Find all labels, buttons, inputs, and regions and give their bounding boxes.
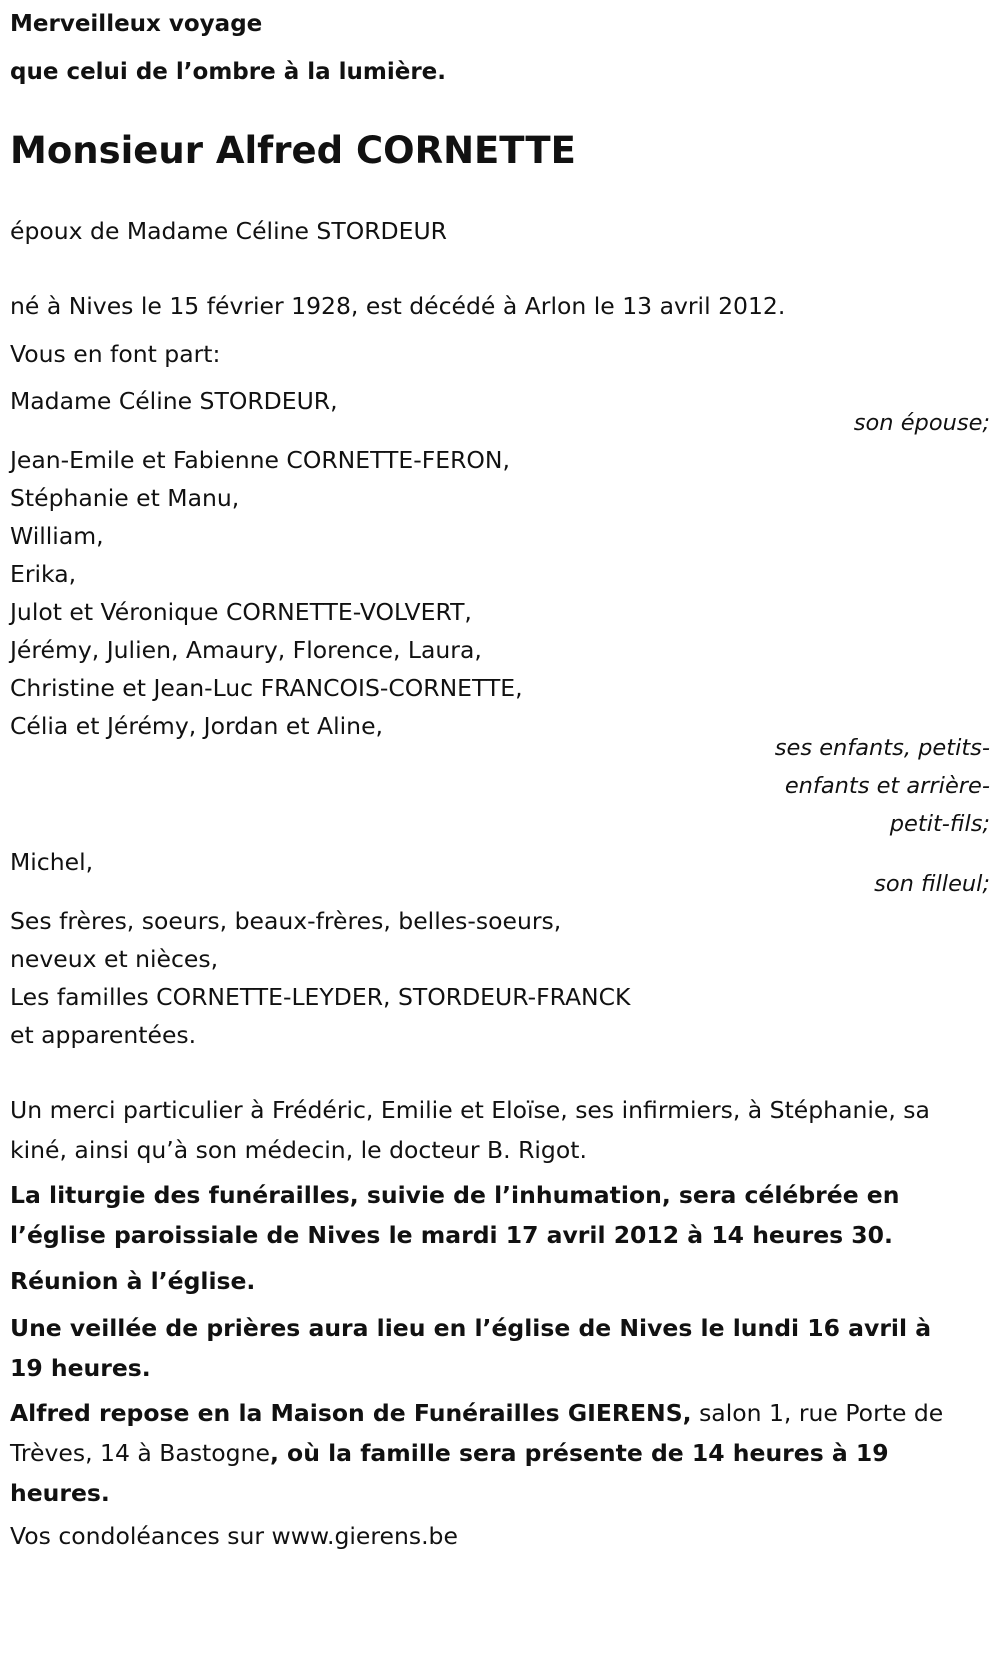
children-name: Célia et Jérémy, Jordan et Aline, xyxy=(10,712,384,740)
children-name: Jean-Emile et Fabienne CORNETTE-FERON, xyxy=(10,446,510,474)
spouse-group-name: Madame Céline STORDEUR, xyxy=(10,387,338,415)
children-relation-line: petit-fils; xyxy=(889,811,990,837)
children-name: Erika, xyxy=(10,560,77,588)
quote-line-2: que celui de l’ombre à la lumière. xyxy=(10,59,447,85)
children-name: Stéphanie et Manu, xyxy=(10,484,240,512)
birth-death-line: né à Nives le 15 février 1928, est décédé à Arlon le 13 avril 2012. xyxy=(10,292,786,320)
extended-family-line: neveux et nièces, xyxy=(10,945,219,973)
spouse-line: époux de Madame Céline STORDEUR xyxy=(10,217,447,245)
deceased-name: Monsieur Alfred CORNETTE xyxy=(10,129,576,172)
extended-family-line: et apparentées. xyxy=(10,1021,197,1049)
repose-paragraph xyxy=(10,1393,990,1513)
quote-line-1: Merveilleux voyage xyxy=(10,11,263,37)
condolences-line: Vos condoléances sur www.gierens.be xyxy=(10,1522,458,1550)
children-name: Christine et Jean-Luc FRANCOIS-CORNETTE, xyxy=(10,674,523,702)
children-name: William, xyxy=(10,522,104,550)
repose-bold-part: Alfred repose en la Maison de Funérailles GIERENS, xyxy=(10,1399,692,1427)
extended-family-line: Les familles CORNETTE-LEYDER, STORDEUR-FRANCK xyxy=(10,983,631,1011)
children-relation-line: enfants et arrière- xyxy=(784,773,990,799)
children-name: Jérémy, Julien, Amaury, Florence, Laura, xyxy=(10,636,482,664)
godson-relation: son filleul; xyxy=(874,871,990,897)
vigil-paragraph: Une veillée de prières aura lieu en l’église de Nives le lundi 16 avril à 19 heures. xyxy=(10,1314,932,1382)
announcement-intro: Vous en font part: xyxy=(10,340,221,368)
children-relation-line: ses enfants, petits- xyxy=(774,735,990,761)
spouse-relation: son épouse; xyxy=(853,410,990,436)
thanks-paragraph: Un merci particulier à Frédéric, Emilie et Eloïse, ses infirmiers, à Stéphanie, sa kiné, ainsi qu’à son médecin, le docteur B. Rigot. xyxy=(10,1096,930,1164)
godson-name: Michel, xyxy=(10,848,94,876)
children-name: Julot et Véronique CORNETTE-VOLVERT, xyxy=(10,598,472,626)
repose-bold-part-2: , où la famille sera présente de 14 heures à 19 heures. xyxy=(10,1439,889,1507)
meeting-paragraph: Réunion à l’église. xyxy=(10,1267,256,1295)
repose-normal-part: salon 1, rue Porte de Trèves, 14 à Bastogne xyxy=(10,1399,944,1467)
liturgy-paragraph: La liturgie des funérailles, suivie de l’inhumation, sera célébrée en l’église paroissiale de Nives le mardi 17 avril 2012 à 14 heures 30. xyxy=(10,1181,900,1249)
extended-family-line: Ses frères, soeurs, beaux-frères, belles-soeurs, xyxy=(10,907,562,935)
